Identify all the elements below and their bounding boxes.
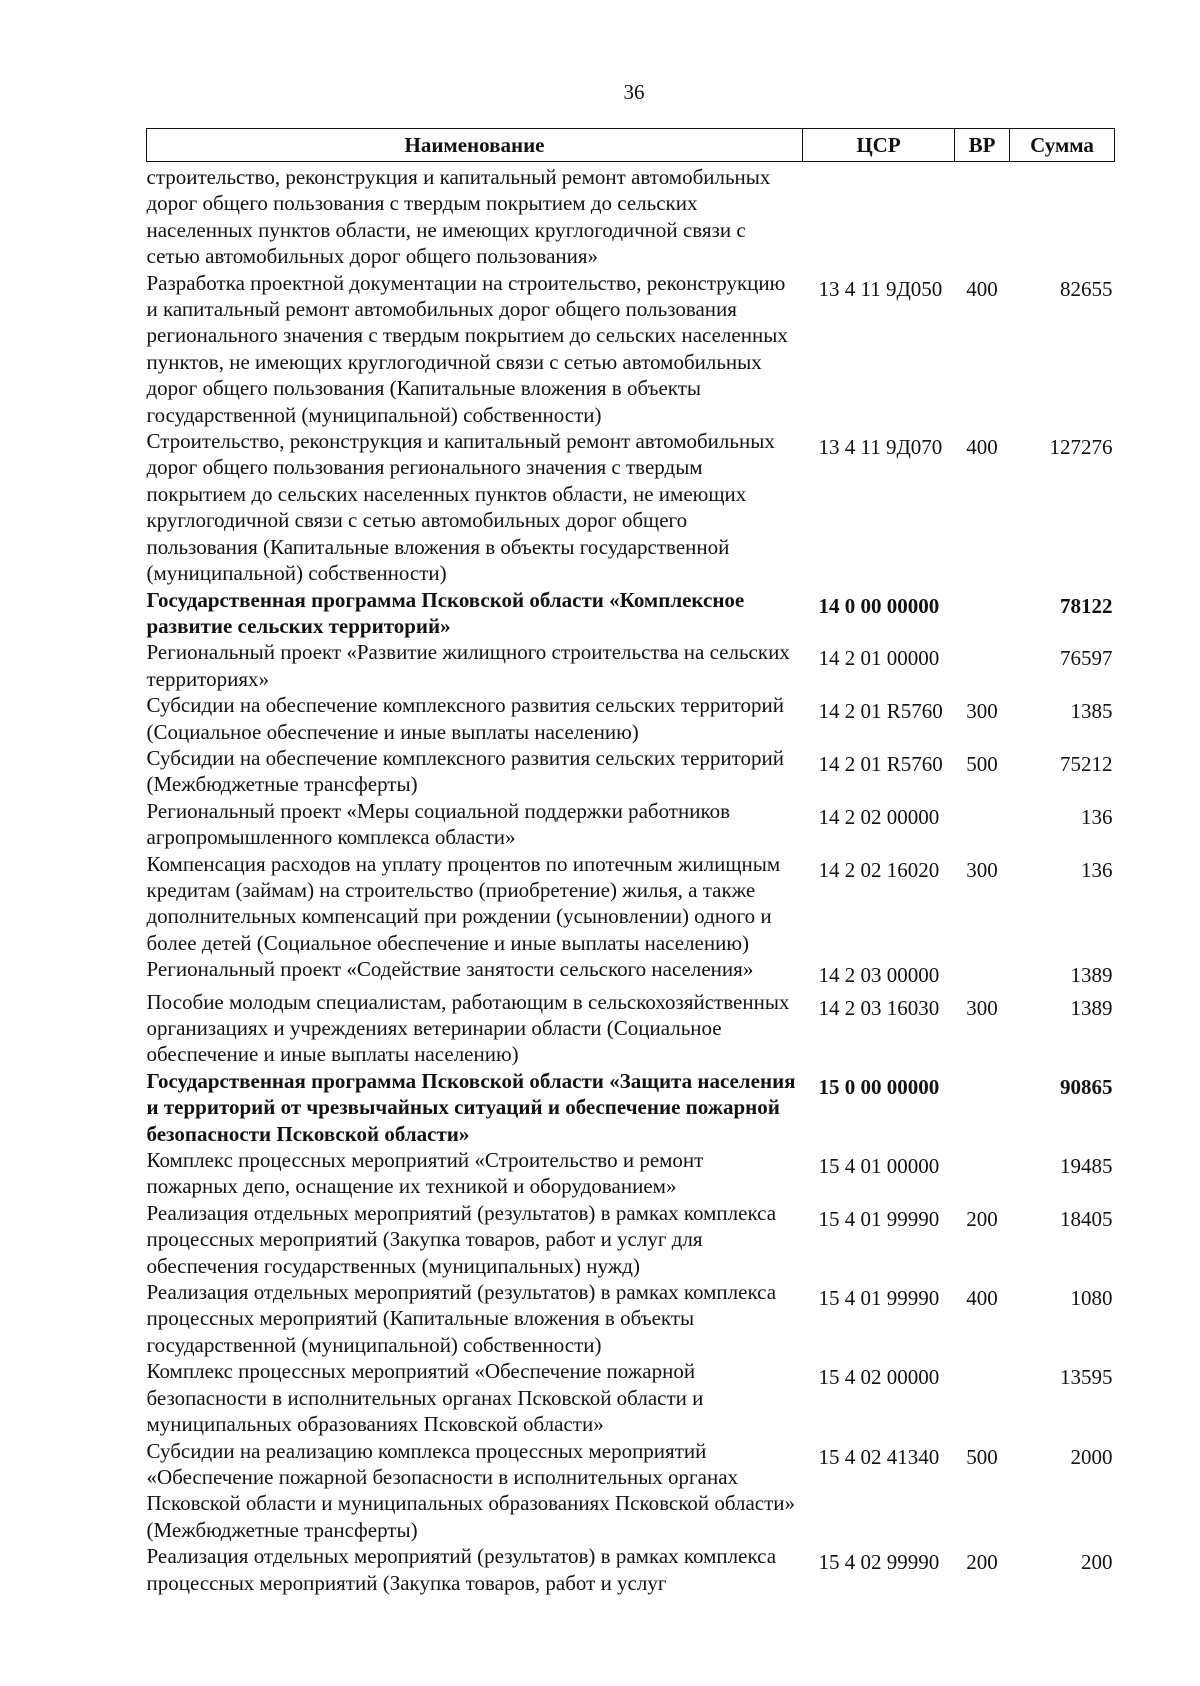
header-sum: Сумма — [1010, 129, 1115, 162]
row-name: Компенсация расходов на уплату процентов по ипотечным жилищным кредитам (займам) на строительство (приобретение) жилья, а также дополнительных компенсаций при рождении (усыновлении) одного и более детей (Социальное обеспечение и иные выплаты населению) — [146, 851, 781, 955]
row-csr-code: 14 2 01 R5760 — [818, 751, 943, 776]
row-name: Разработка проектной документации на строительство, реконструкцию и капитальный ремонт автомобильных дорог общего пользования регионального значения с твердым покрытием до сельских населенных пунктов, не имеющих круглогодичной связи с сетью автомобильных дорог общего пользования (Капитальные вложения в объекты государственной (муниципальной) собственности) — [146, 270, 788, 427]
row-sum: 136 — [1081, 804, 1113, 829]
row-name: Региональный проект «Содействие занятости сельского населения» — [146, 957, 754, 982]
table-row — [147, 1279, 1115, 1358]
row-vr-code: 500 — [966, 751, 998, 776]
row-csr-code: 14 0 00 00000 — [818, 593, 940, 618]
table-header — [147, 129, 1115, 162]
row-name: Субсидии на обеспечение комплексного развития сельских территорий (Социальное обеспечение и иные выплаты населению) — [146, 693, 785, 744]
row-vr-code — [955, 1147, 1010, 1200]
table-row — [147, 1147, 1115, 1200]
row-vr-code: 400 — [966, 435, 998, 460]
header-csr: ЦСР — [803, 129, 955, 162]
row-csr-code: 14 2 03 00000 — [818, 963, 940, 988]
row-csr-code: 15 4 02 41340 — [818, 1444, 940, 1469]
row-vr-code — [955, 639, 1010, 692]
row-name: Комплекс процессных мероприятий «Обеспечение пожарной безопасности в исполнительных органах Псковской области и муниципальных образованиях Псковской области» — [146, 1359, 704, 1437]
row-vr-code: 300 — [966, 995, 998, 1020]
row-sum: 19485 — [1060, 1154, 1113, 1179]
row-csr-code — [803, 162, 955, 270]
row-name: Субсидии на обеспечение комплексного развития сельских территорий (Межбюджетные трансферты) — [146, 745, 785, 797]
row-name: Пособие молодым специалистам, работающим в сельскохозяйственных организациях и учреждениях ветеринарии области (Социальное обеспечение и иные выплаты населению) — [146, 989, 790, 1067]
row-csr-code: 13 4 11 9Д050 — [818, 276, 943, 301]
row-vr-code: 300 — [966, 857, 998, 882]
table-row — [147, 270, 1115, 428]
row-sum: 75212 — [1060, 751, 1113, 776]
row-csr-code: 15 0 00 00000 — [818, 1074, 940, 1099]
row-name: Комплекс процессных мероприятий «Строительство и ремонт пожарных депо, оснащение их техникой и оборудованием» — [146, 1148, 704, 1199]
row-csr-code: 14 2 01 R5760 — [818, 699, 943, 724]
header-row — [147, 129, 1115, 162]
row-name: строительство, реконструкция и капитальный ремонт автомобильных дорог общего пользования с твердым покрытием до сельских населенных пунктов области, не имеющих круглогодичной связи с сетью автомобильных дорог общего пользования» — [146, 165, 771, 269]
row-vr-code — [955, 1358, 1010, 1437]
row-csr-code: 14 2 03 16030 — [818, 995, 940, 1020]
table-row — [147, 1200, 1115, 1279]
row-name: Строительство, реконструкция и капитальный ремонт автомобильных дорог общего пользования регионального значения с твердым покрытием до сельских населенных пунктов области, не имеющих круглогодичной связи с сетью автомобильных дорог общего пользования (Капитальные вложения в объекты государственной (муниципальной) собственности) — [146, 429, 775, 586]
row-csr-code: 15 4 01 00000 — [818, 1154, 940, 1179]
row-name: Субсидии на реализацию комплекса процессных мероприятий «Обеспечение пожарной безопасности в исполнительных органах Псковской области и муниципальных образованиях Псковской области» (Межбюджетные трансферты) — [146, 1438, 796, 1542]
row-csr-code: 15 4 01 99990 — [818, 1206, 940, 1231]
row-vr-code — [955, 1068, 1010, 1147]
row-sum: 78122 — [1060, 593, 1113, 618]
row-sum: 13595 — [1060, 1365, 1113, 1390]
row-vr-code: 200 — [966, 1550, 998, 1575]
row-csr-code: 13 4 11 9Д070 — [818, 435, 943, 460]
row-name: Государственная программа Псковской области «Защита населения и территорий от чрезвычайных ситуаций и обеспечение пожарной безопасности Псковской области» — [146, 1068, 796, 1146]
table-row — [147, 989, 1115, 1068]
row-vr-code — [955, 162, 1010, 270]
header-vr: ВР — [955, 129, 1010, 162]
row-name: Региональный проект «Меры социальной поддержки работников агропромышленного комплекса области» — [146, 798, 730, 850]
table-row — [147, 162, 1115, 270]
table-row — [147, 851, 1115, 957]
row-sum: 127276 — [1049, 435, 1113, 460]
row-name: Реализация отдельных мероприятий (результатов) в рамках комплекса процессных мероприятий (Капитальные вложения в объекты государственной (муниципальной) собственности) — [146, 1280, 777, 1357]
row-sum: 90865 — [1060, 1074, 1113, 1099]
budget-table — [146, 128, 1115, 1596]
table-body — [147, 162, 1115, 1596]
row-sum: 2000 — [1070, 1444, 1113, 1469]
row-sum: 1385 — [1070, 699, 1113, 724]
row-sum: 200 — [1081, 1550, 1113, 1575]
row-name: Реализация отдельных мероприятий (результатов) в рамках комплекса процессных мероприятий (Закупка товаров, работ и услуг — [146, 1544, 777, 1595]
table-row — [147, 587, 1115, 640]
row-vr-code — [955, 956, 1010, 988]
row-sum: 1389 — [1070, 995, 1113, 1020]
row-sum: 136 — [1081, 857, 1113, 882]
row-csr-code: 14 2 02 00000 — [818, 804, 940, 829]
row-vr-code — [955, 587, 1010, 640]
row-csr-code: 15 4 02 99990 — [818, 1550, 940, 1575]
row-vr-code: 300 — [966, 699, 998, 724]
row-vr-code: 400 — [966, 276, 998, 301]
table-row — [147, 956, 1115, 988]
row-sum — [1010, 162, 1115, 270]
row-csr-code: 15 4 02 00000 — [818, 1365, 940, 1390]
table-row — [147, 1068, 1115, 1147]
row-sum: 18405 — [1060, 1206, 1113, 1231]
row-name: Реализация отдельных мероприятий (результатов) в рамках комплекса процессных мероприятий (Закупка товаров, работ и услуг для обеспечения государственных (муниципальных) нужд) — [146, 1200, 777, 1278]
table-row — [147, 798, 1115, 851]
row-sum: 1389 — [1070, 963, 1113, 988]
header-name: Наименование — [147, 129, 803, 162]
row-sum: 82655 — [1060, 276, 1113, 301]
table-row — [147, 1438, 1115, 1544]
row-name: Государственная программа Псковской области «Комплексное развитие сельских территорий» — [146, 587, 745, 638]
row-csr-code: 14 2 02 16020 — [818, 857, 940, 882]
row-csr-code: 14 2 01 00000 — [818, 646, 940, 671]
row-vr-code: 500 — [966, 1444, 998, 1469]
row-vr-code: 200 — [966, 1206, 998, 1231]
row-sum: 1080 — [1070, 1286, 1113, 1311]
row-name: Региональный проект «Развитие жилищного строительства на сельских территориях» — [146, 640, 790, 691]
row-csr-code: 15 4 01 99990 — [818, 1286, 940, 1311]
row-sum: 76597 — [1060, 646, 1113, 671]
table-row — [147, 745, 1115, 798]
table-row — [147, 692, 1115, 745]
row-vr-code: 400 — [966, 1286, 998, 1311]
table-row — [147, 1358, 1115, 1437]
page-number: 36 — [623, 80, 645, 104]
row-vr-code — [955, 798, 1010, 851]
table-row — [147, 428, 1115, 586]
table-row — [147, 1543, 1115, 1596]
table-row — [147, 639, 1115, 692]
